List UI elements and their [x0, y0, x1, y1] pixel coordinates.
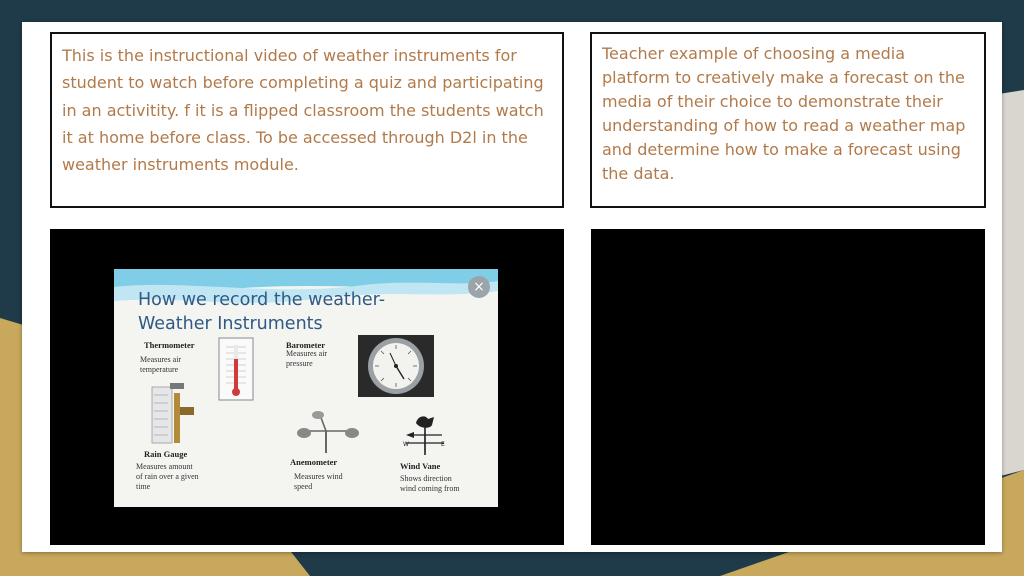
rain-gauge-desc-line1: Measures amount [136, 462, 193, 471]
anemometer-label: Anemometer [290, 457, 338, 467]
barometer-desc-line2: pressure [286, 359, 313, 368]
rain-gauge-icon [134, 383, 214, 445]
right-description-box [590, 32, 986, 208]
right-description-text: Teacher example of choosing a media platform to creatively make a forecast on the media of their choice to demonstrate their understanding of how to read a weather map and determine how to make a forecast using the data. [602, 44, 966, 183]
anemometer-desc [294, 472, 343, 492]
anemometer-icon [296, 409, 362, 453]
video-title-line2: Weather Instruments [138, 314, 323, 334]
svg-text:W: W [403, 441, 409, 448]
video-title-line1: How we record the weather- [138, 290, 386, 310]
rain-gauge-desc-line2: of rain over a given [136, 472, 199, 481]
rain-gauge-desc-line3: time [136, 482, 151, 491]
thermometer-label: Thermometer [144, 340, 195, 350]
wind-vane-desc-line2: wind coming from [400, 484, 460, 493]
forecast-example-video[interactable] [591, 229, 985, 545]
rain-gauge-desc [136, 462, 199, 492]
instructional-video[interactable] [50, 229, 564, 545]
left-description-text: This is the instructional video of weather instruments for student to watch before completing a quiz and participating in an activitity. f it is a flipped classroom the students watch it at home before class. To be accessed through D2l in the weather instruments module. [62, 46, 544, 175]
barometer-label: Barometer [286, 340, 326, 350]
video-title [138, 288, 478, 336]
thermometer-desc-line1: Measures air [140, 355, 182, 364]
rain-gauge-label: Rain Gauge [144, 449, 188, 459]
wind-vane-desc-line1: Shows direction [400, 474, 452, 483]
wind-vane-icon [400, 413, 450, 455]
thermometer-desc-line2: temperature [140, 365, 179, 374]
barometer-icon [358, 335, 434, 397]
thermometer-desc [140, 355, 181, 375]
close-icon[interactable]: × [468, 276, 490, 298]
wind-vane-label: Wind Vane [400, 461, 441, 471]
video-thumbnail [114, 269, 498, 507]
thermometer-icon [218, 337, 254, 401]
slide-card [22, 22, 1002, 552]
anemometer-desc-line2: speed [294, 482, 313, 491]
anemometer-desc-line1: Measures wind [294, 472, 343, 481]
barometer-desc [286, 349, 327, 369]
barometer-desc-line1: Measures air [286, 349, 328, 358]
left-description-box [50, 32, 564, 208]
wind-vane-desc [400, 474, 460, 494]
svg-text:E: E [441, 441, 445, 448]
